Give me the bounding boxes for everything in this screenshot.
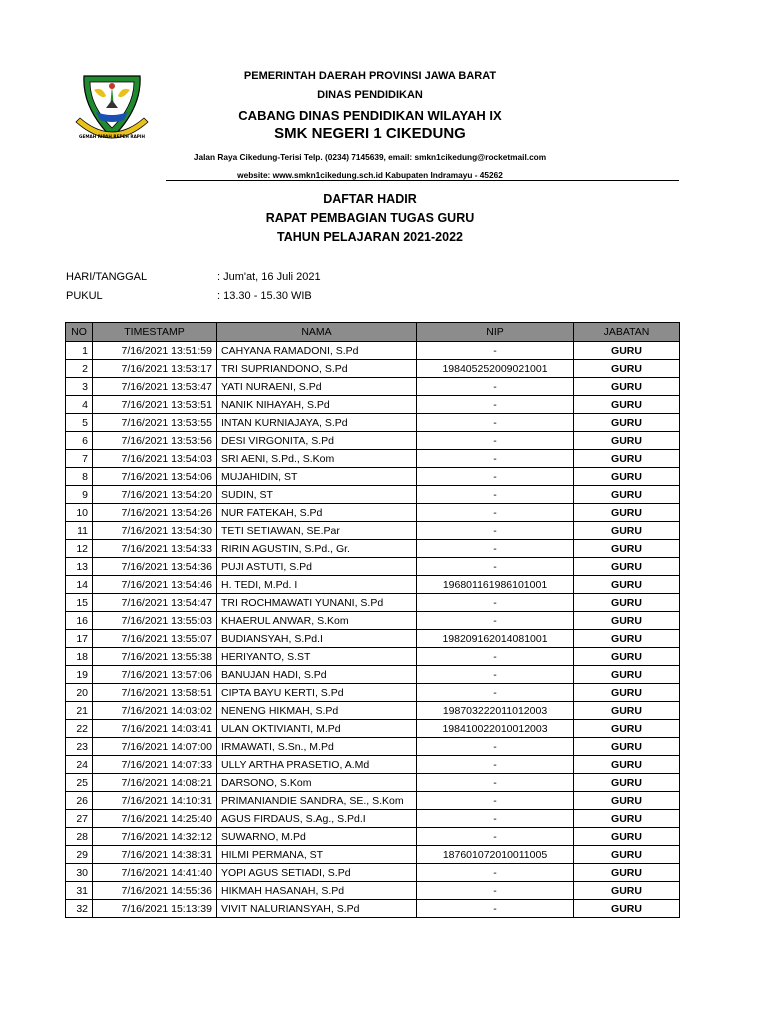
header-timestamp: TIMESTAMP [93,323,217,342]
cell-jabatan: GURU [574,414,680,432]
cell-timestamp: 7/16/2021 14:03:02 [93,702,217,720]
cell-nama: VIVIT NALURIANSYAH, S.Pd [217,900,417,918]
time-value: : 13.30 - 15.30 WIB [217,290,312,302]
cell-timestamp: 7/16/2021 14:03:41 [93,720,217,738]
table-row [66,504,680,522]
cell-nama: CAHYANA RAMADONI, S.Pd [217,342,417,360]
cell-jabatan: GURU [574,648,680,666]
title-line-3: TAHUN PELAJARAN 2021-2022 [277,230,463,244]
cell-no: 17 [66,630,93,648]
date-value: : Jum'at, 16 Juli 2021 [217,271,321,283]
cell-nip: - [417,522,574,540]
cell-nama: SUDIN, ST [217,486,417,504]
cell-jabatan: GURU [574,396,680,414]
cell-nip: - [417,756,574,774]
cell-no: 15 [66,594,93,612]
cell-nama: SUWARNO, M.Pd [217,828,417,846]
cell-nama: DESI VIRGONITA, S.Pd [217,432,417,450]
header-no: NO [66,323,93,342]
cell-timestamp: 7/16/2021 13:54:46 [93,576,217,594]
cell-nip: - [417,828,574,846]
cell-nip: - [417,414,574,432]
government-line: PEMERINTAH DAERAH PROVINSI JAWA BARAT [243,70,497,82]
cell-nama: INTAN KURNIAJAYA, S.Pd [217,414,417,432]
cell-nip: - [417,342,574,360]
cell-timestamp: 7/16/2021 14:07:00 [93,738,217,756]
cell-nama: BUDIANSYAH, S.Pd.I [217,630,417,648]
cell-timestamp: 7/16/2021 13:54:03 [93,450,217,468]
cell-nama: H. TEDI, M.Pd. I [217,576,417,594]
cell-jabatan: GURU [574,540,680,558]
cell-nip: - [417,504,574,522]
cell-nip: - [417,594,574,612]
cell-nama: PUJI ASTUTI, S.Pd [217,558,417,576]
cell-jabatan: GURU [574,432,680,450]
cell-no: 32 [66,900,93,918]
cell-no: 29 [66,846,93,864]
table-row [66,666,680,684]
cell-no: 18 [66,648,93,666]
table-row [66,486,680,504]
cell-timestamp: 7/16/2021 13:53:47 [93,378,217,396]
cell-nip: - [417,558,574,576]
cell-jabatan: GURU [574,882,680,900]
title-line-1: DAFTAR HADIR [323,192,417,206]
cell-nip: 187601072010011005 [417,846,574,864]
cell-jabatan: GURU [574,846,680,864]
time-label: PUKUL [66,290,103,302]
cell-nama: SRI AENI, S.Pd., S.Kom [217,450,417,468]
cell-nip: - [417,612,574,630]
province-logo [72,68,152,148]
table-row [66,558,680,576]
table-row [66,828,680,846]
cell-no: 27 [66,810,93,828]
title-line-2: RAPAT PEMBAGIAN TUGAS GURU [265,211,475,225]
cell-timestamp: 7/16/2021 13:55:03 [93,612,217,630]
table-row [66,774,680,792]
cell-nama: TRI SUPRIANDONO, S.Pd [217,360,417,378]
cell-timestamp: 7/16/2021 13:51:59 [93,342,217,360]
cell-no: 7 [66,450,93,468]
cell-jabatan: GURU [574,378,680,396]
cell-no: 14 [66,576,93,594]
document-title [160,190,580,247]
cell-nama: HILMI PERMANA, ST [217,846,417,864]
school-address: Jalan Raya Cikedung-Terisi Telp. (0234) 7145639, email: smkn1cikedung@rocketmail.com [193,152,547,162]
cell-nama: DARSONO, S.Kom [217,774,417,792]
table-row [66,882,680,900]
cell-no: 10 [66,504,93,522]
cell-jabatan: GURU [574,792,680,810]
cell-jabatan: GURU [574,900,680,918]
cell-jabatan: GURU [574,630,680,648]
school-name: SMK NEGERI 1 CIKEDUNG [274,125,466,142]
cell-nip: - [417,738,574,756]
table-row [66,900,680,918]
header-nip: NIP [417,323,574,342]
table-header-row [66,323,680,342]
cell-nama: BANUJAN HADI, S.Pd [217,666,417,684]
table-row [66,378,680,396]
cell-timestamp: 7/16/2021 14:08:21 [93,774,217,792]
attendance-table [65,322,680,918]
cell-nip: - [417,810,574,828]
cell-jabatan: GURU [574,828,680,846]
cell-nip: - [417,378,574,396]
cell-jabatan: GURU [574,702,680,720]
letterhead [160,68,580,181]
cell-timestamp: 7/16/2021 13:54:30 [93,522,217,540]
cell-timestamp: 7/16/2021 14:32:12 [93,828,217,846]
header-jabatan: JABATAN [574,323,680,342]
cell-timestamp: 7/16/2021 13:53:55 [93,414,217,432]
cell-timestamp: 7/16/2021 13:54:20 [93,486,217,504]
cell-jabatan: GURU [574,720,680,738]
cell-timestamp: 7/16/2021 13:54:26 [93,504,217,522]
cell-no: 5 [66,414,93,432]
cell-nama: ULLY ARTHA PRASETIO, A.Md [217,756,417,774]
cell-nama: CIPTA BAYU KERTI, S.Pd [217,684,417,702]
cell-no: 22 [66,720,93,738]
cell-timestamp: 7/16/2021 14:07:33 [93,756,217,774]
cell-no: 1 [66,342,93,360]
cell-jabatan: GURU [574,810,680,828]
cell-jabatan: GURU [574,468,680,486]
cell-nip: 198410022010012003 [417,720,574,738]
table-row [66,846,680,864]
cell-timestamp: 7/16/2021 13:55:38 [93,648,217,666]
svg-text:GEMAH RIPAH REPEH RAPIH: GEMAH RIPAH REPEH RAPIH [79,134,145,139]
cell-nip: - [417,648,574,666]
cell-nip: - [417,666,574,684]
cell-no: 4 [66,396,93,414]
cell-no: 25 [66,774,93,792]
cell-no: 13 [66,558,93,576]
cell-timestamp: 7/16/2021 13:53:51 [93,396,217,414]
cell-no: 30 [66,864,93,882]
cell-nip: - [417,468,574,486]
cell-jabatan: GURU [574,594,680,612]
table-row [66,396,680,414]
cell-timestamp: 7/16/2021 13:57:06 [93,666,217,684]
table-row [66,468,680,486]
cell-no: 6 [66,432,93,450]
cell-no: 20 [66,684,93,702]
cell-no: 9 [66,486,93,504]
cell-nama: ULAN OKTIVIANTI, M.Pd [217,720,417,738]
table-row [66,612,680,630]
cell-timestamp: 7/16/2021 13:53:17 [93,360,217,378]
cell-jabatan: GURU [574,684,680,702]
cell-no: 2 [66,360,93,378]
cell-nama: NUR FATEKAH, S.Pd [217,504,417,522]
cell-jabatan: GURU [574,360,680,378]
cell-nama: PRIMANIANDIE SANDRA, SE., S.Kom [217,792,417,810]
table-row [66,630,680,648]
cell-no: 19 [66,666,93,684]
cell-jabatan: GURU [574,774,680,792]
cell-timestamp: 7/16/2021 13:53:56 [93,432,217,450]
cell-jabatan: GURU [574,486,680,504]
cell-jabatan: GURU [574,666,680,684]
cell-nama: NENENG HIKMAH, S.Pd [217,702,417,720]
table-row [66,738,680,756]
cell-nip: - [417,396,574,414]
table-row [66,792,680,810]
table-row [66,540,680,558]
table-row [66,522,680,540]
table-row [66,864,680,882]
cell-nip: - [417,450,574,468]
cell-nip: - [417,864,574,882]
cell-no: 21 [66,702,93,720]
cell-no: 16 [66,612,93,630]
cell-nip: - [417,774,574,792]
cell-nama: YATI NURAENI, S.Pd [217,378,417,396]
cell-timestamp: 7/16/2021 13:54:06 [93,468,217,486]
cell-timestamp: 7/16/2021 13:54:47 [93,594,217,612]
table-row [66,720,680,738]
table-row [66,432,680,450]
cell-nama: TETI SETIAWAN, SE.Par [217,522,417,540]
cell-jabatan: GURU [574,342,680,360]
cell-nama: HERIYANTO, S.ST [217,648,417,666]
cell-jabatan: GURU [574,558,680,576]
cell-timestamp: 7/16/2021 14:55:36 [93,882,217,900]
cell-nip: - [417,882,574,900]
cell-nama: AGUS FIRDAUS, S.Ag., S.Pd.I [217,810,417,828]
cell-jabatan: GURU [574,738,680,756]
cell-nip: - [417,900,574,918]
cell-nip: 198405252009021001 [417,360,574,378]
school-website: website: www.smkn1cikedung.sch.id Kabupaten Indramayu - 45262 [237,170,503,180]
cell-timestamp: 7/16/2021 13:55:07 [93,630,217,648]
cell-nama: RIRIN AGUSTIN, S.Pd., Gr. [217,540,417,558]
cell-jabatan: GURU [574,756,680,774]
cell-no: 23 [66,738,93,756]
cell-nip: - [417,432,574,450]
cell-nip: - [417,486,574,504]
cell-no: 8 [66,468,93,486]
cell-no: 11 [66,522,93,540]
cell-nip: - [417,540,574,558]
cell-nama: YOPI AGUS SETIADI, S.Pd [217,864,417,882]
cell-timestamp: 7/16/2021 15:13:39 [93,900,217,918]
table-row [66,576,680,594]
header-nama: NAMA [217,323,417,342]
table-row [66,450,680,468]
branch-line: CABANG DINAS PENDIDIKAN WILAYAH IX [238,108,502,123]
cell-nama: HIKMAH HASANAH, S.Pd [217,882,417,900]
date-label: HARI/TANGGAL [66,271,148,283]
cell-nama: MUJAHIDIN, ST [217,468,417,486]
cell-no: 3 [66,378,93,396]
cell-nama: TRI ROCHMAWATI YUNANI, S.Pd [217,594,417,612]
cell-jabatan: GURU [574,864,680,882]
cell-timestamp: 7/16/2021 13:54:33 [93,540,217,558]
agency-line: DINAS PENDIDIKAN [317,89,423,101]
cell-jabatan: GURU [574,450,680,468]
table-row [66,342,680,360]
table-row [66,756,680,774]
cell-no: 24 [66,756,93,774]
cell-no: 12 [66,540,93,558]
cell-nip: - [417,684,574,702]
cell-nama: NANIK NIHAYAH, S.Pd [217,396,417,414]
cell-nip: - [417,792,574,810]
cell-jabatan: GURU [574,522,680,540]
table-row [66,360,680,378]
table-row [66,648,680,666]
table-row [66,594,680,612]
cell-timestamp: 7/16/2021 14:10:31 [93,792,217,810]
table-row [66,810,680,828]
cell-nip: 196801161986101001 [417,576,574,594]
cell-timestamp: 7/16/2021 13:54:36 [93,558,217,576]
cell-timestamp: 7/16/2021 14:41:40 [93,864,217,882]
cell-nama: IRMAWATI, S.Sn., M.Pd [217,738,417,756]
cell-nip: 198209162014081001 [417,630,574,648]
cell-timestamp: 7/16/2021 14:38:31 [93,846,217,864]
cell-timestamp: 7/16/2021 13:58:51 [93,684,217,702]
cell-no: 28 [66,828,93,846]
letterhead-divider [166,180,679,181]
table-row [66,702,680,720]
cell-timestamp: 7/16/2021 14:25:40 [93,810,217,828]
cell-nama: KHAERUL ANWAR, S.Kom [217,612,417,630]
cell-jabatan: GURU [574,504,680,522]
table-row [66,684,680,702]
cell-jabatan: GURU [574,612,680,630]
cell-no: 31 [66,882,93,900]
cell-no: 26 [66,792,93,810]
cell-nip: 198703222011012003 [417,702,574,720]
cell-jabatan: GURU [574,576,680,594]
table-row [66,414,680,432]
